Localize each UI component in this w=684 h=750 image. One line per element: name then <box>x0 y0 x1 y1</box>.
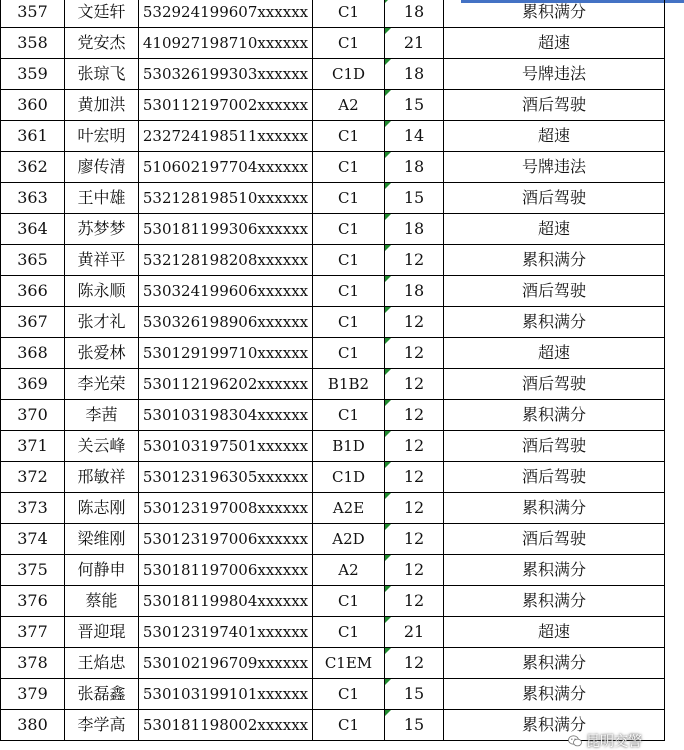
table-row <box>1 276 665 307</box>
table-row <box>1 28 665 59</box>
row-number-cell[interactable]: 375 <box>1 555 65 586</box>
license-class-cell[interactable]: C1 <box>313 121 385 152</box>
row-number-cell[interactable]: 372 <box>1 462 65 493</box>
violation-reason-cell[interactable]: 累积满分 <box>444 0 665 28</box>
license-class-cell[interactable]: C1 <box>313 214 385 245</box>
points-cell[interactable]: 15 <box>385 183 444 214</box>
row-number-cell[interactable]: 371 <box>1 431 65 462</box>
violation-reason-cell[interactable]: 超速 <box>444 121 665 152</box>
table-row <box>1 400 665 431</box>
id-number-cell[interactable]: 532128198208xxxxxx <box>139 245 313 276</box>
points-cell[interactable]: 18 <box>385 276 444 307</box>
id-number-cell[interactable]: 530181197006xxxxxx <box>139 555 313 586</box>
name-cell[interactable]: 王中雄 <box>65 183 139 214</box>
name-cell[interactable]: 张磊鑫 <box>65 679 139 710</box>
name-cell[interactable]: 李光荣 <box>65 369 139 400</box>
table-row <box>1 586 665 617</box>
row-number-cell[interactable]: 368 <box>1 338 65 369</box>
name-cell[interactable]: 蔡能 <box>65 586 139 617</box>
id-number-cell[interactable]: 530123197008xxxxxx <box>139 493 313 524</box>
violation-reason-cell[interactable]: 酒后驾驶 <box>444 524 665 555</box>
table-row <box>1 0 665 28</box>
violation-reason-cell[interactable]: 累积满分 <box>444 245 665 276</box>
name-cell[interactable]: 晋迎琨 <box>65 617 139 648</box>
id-number-cell[interactable]: 530123196305xxxxxx <box>139 462 313 493</box>
watermark-text: 昆明交警 <box>586 734 642 750</box>
name-cell[interactable]: 李茜 <box>65 400 139 431</box>
violation-reason-cell[interactable]: 酒后驾驶 <box>444 183 665 214</box>
table-row <box>1 555 665 586</box>
wechat-icon <box>568 734 582 748</box>
license-class-cell[interactable]: C1 <box>313 586 385 617</box>
id-number-cell[interactable]: 532128198510xxxxxx <box>139 183 313 214</box>
id-number-cell[interactable]: 530326199303xxxxxx <box>139 59 313 90</box>
row-number-cell[interactable]: 359 <box>1 59 65 90</box>
points-cell[interactable]: 12 <box>385 462 444 493</box>
violation-reason-cell[interactable]: 累积满分 <box>444 555 665 586</box>
table-row <box>1 524 665 555</box>
points-cell[interactable]: 12 <box>385 245 444 276</box>
points-cell[interactable]: 15 <box>385 679 444 710</box>
violation-reason-cell[interactable]: 累积满分 <box>444 493 665 524</box>
points-cell[interactable]: 12 <box>385 586 444 617</box>
row-number-cell[interactable]: 373 <box>1 493 65 524</box>
table-row <box>1 214 665 245</box>
table-row <box>1 710 665 741</box>
points-cell[interactable]: 21 <box>385 617 444 648</box>
license-class-cell[interactable]: C1 <box>313 245 385 276</box>
table-body <box>1 0 665 741</box>
points-cell[interactable]: 18 <box>385 59 444 90</box>
row-number-cell[interactable]: 363 <box>1 183 65 214</box>
table-row <box>1 679 665 710</box>
row-number-cell[interactable]: 374 <box>1 524 65 555</box>
violation-reason-cell[interactable]: 号牌违法 <box>444 152 665 183</box>
name-cell[interactable]: 邢敏祥 <box>65 462 139 493</box>
points-cell[interactable]: 21 <box>385 28 444 59</box>
violation-reason-cell[interactable]: 累积满分 <box>444 648 665 679</box>
row-number-cell[interactable]: 358 <box>1 28 65 59</box>
id-number-cell[interactable]: 530112197002xxxxxx <box>139 90 313 121</box>
license-class-cell[interactable]: C1EM <box>313 648 385 679</box>
points-cell[interactable]: 12 <box>385 493 444 524</box>
row-number-cell[interactable]: 377 <box>1 617 65 648</box>
points-cell[interactable]: 18 <box>385 214 444 245</box>
id-number-cell[interactable]: 410927198710xxxxxx <box>139 28 313 59</box>
license-class-cell[interactable]: C1 <box>313 152 385 183</box>
table-row <box>1 369 665 400</box>
license-class-cell[interactable]: C1 <box>313 617 385 648</box>
id-number-cell[interactable]: 530129199710xxxxxx <box>139 338 313 369</box>
violation-reason-cell[interactable]: 累积满分 <box>444 679 665 710</box>
table-row <box>1 59 665 90</box>
license-class-cell[interactable]: B1D <box>313 431 385 462</box>
points-cell[interactable]: 12 <box>385 524 444 555</box>
points-cell[interactable]: 14 <box>385 121 444 152</box>
row-number-cell[interactable]: 362 <box>1 152 65 183</box>
license-class-cell[interactable]: B1B2 <box>313 369 385 400</box>
violation-reason-cell[interactable]: 酒后驾驶 <box>444 369 665 400</box>
row-number-cell[interactable]: 365 <box>1 245 65 276</box>
id-number-cell[interactable]: 530181198002xxxxxx <box>139 710 313 741</box>
id-number-cell[interactable]: 510602197704xxxxxx <box>139 152 313 183</box>
name-cell[interactable]: 张爱林 <box>65 338 139 369</box>
id-number-cell[interactable]: 530103197501xxxxxx <box>139 431 313 462</box>
table-row <box>1 648 665 679</box>
points-cell[interactable]: 12 <box>385 338 444 369</box>
name-cell[interactable]: 王焰忠 <box>65 648 139 679</box>
table-row <box>1 462 665 493</box>
table-row <box>1 245 665 276</box>
points-cell[interactable]: 12 <box>385 555 444 586</box>
row-number-cell[interactable]: 360 <box>1 90 65 121</box>
name-cell[interactable]: 张琼飞 <box>65 59 139 90</box>
row-number-cell[interactable]: 366 <box>1 276 65 307</box>
points-cell[interactable]: 12 <box>385 648 444 679</box>
points-cell[interactable]: 18 <box>385 0 444 28</box>
license-class-cell[interactable]: A2 <box>313 90 385 121</box>
id-number-cell[interactable]: 530103199101xxxxxx <box>139 679 313 710</box>
points-cell[interactable]: 12 <box>385 431 444 462</box>
license-class-cell[interactable]: A2 <box>313 555 385 586</box>
points-cell[interactable]: 18 <box>385 152 444 183</box>
points-cell[interactable]: 12 <box>385 400 444 431</box>
row-number-cell[interactable]: 367 <box>1 307 65 338</box>
table-row <box>1 431 665 462</box>
violation-reason-cell[interactable]: 酒后驾驶 <box>444 431 665 462</box>
table-row <box>1 307 665 338</box>
license-class-cell[interactable]: C1D <box>313 462 385 493</box>
table-row <box>1 90 665 121</box>
points-cell[interactable]: 15 <box>385 90 444 121</box>
table-row <box>1 617 665 648</box>
violation-reason-cell[interactable]: 累积满分 <box>444 307 665 338</box>
row-number-cell[interactable]: 379 <box>1 679 65 710</box>
violation-reason-cell[interactable]: 酒后驾驶 <box>444 276 665 307</box>
name-cell[interactable]: 苏梦梦 <box>65 214 139 245</box>
license-class-cell[interactable]: C1 <box>313 0 385 28</box>
row-number-cell[interactable]: 378 <box>1 648 65 679</box>
table-row <box>1 121 665 152</box>
name-cell[interactable]: 关云峰 <box>65 431 139 462</box>
name-cell[interactable]: 廖传清 <box>65 152 139 183</box>
id-number-cell[interactable]: 532924199607xxxxxx <box>139 0 313 28</box>
id-number-cell[interactable]: 530123197401xxxxxx <box>139 617 313 648</box>
row-number-cell[interactable]: 364 <box>1 214 65 245</box>
table-row <box>1 493 665 524</box>
license-class-cell[interactable]: A2E <box>313 493 385 524</box>
license-class-cell[interactable]: C1D <box>313 59 385 90</box>
violation-reason-cell[interactable]: 累积满分 <box>444 400 665 431</box>
license-class-cell[interactable]: C1 <box>313 276 385 307</box>
row-number-cell[interactable]: 361 <box>1 121 65 152</box>
violation-reason-cell[interactable]: 累积满分 <box>444 710 665 741</box>
row-number-cell[interactable]: 380 <box>1 710 65 741</box>
name-cell[interactable]: 文廷轩 <box>65 0 139 28</box>
row-number-cell[interactable]: 370 <box>1 400 65 431</box>
license-class-cell[interactable]: C1 <box>313 338 385 369</box>
name-cell[interactable]: 陈永顺 <box>65 276 139 307</box>
name-cell[interactable]: 陈志刚 <box>65 493 139 524</box>
violation-reason-cell[interactable]: 酒后驾驶 <box>444 90 665 121</box>
violation-reason-cell[interactable]: 酒后驾驶 <box>444 462 665 493</box>
id-number-cell[interactable]: 530112196202xxxxxx <box>139 369 313 400</box>
table-row <box>1 338 665 369</box>
violation-reason-cell[interactable]: 超速 <box>444 617 665 648</box>
license-class-cell[interactable]: C1 <box>313 679 385 710</box>
id-number-cell[interactable]: 530181199804xxxxxx <box>139 586 313 617</box>
points-cell[interactable]: 15 <box>385 710 444 741</box>
id-number-cell[interactable]: 530326198906xxxxxx <box>139 307 313 338</box>
violation-reason-cell[interactable]: 号牌违法 <box>444 59 665 90</box>
table-row <box>1 152 665 183</box>
license-class-cell[interactable]: C1 <box>313 400 385 431</box>
name-cell[interactable]: 梁维刚 <box>65 524 139 555</box>
name-cell[interactable]: 叶宏明 <box>65 121 139 152</box>
license-class-cell[interactable]: C1 <box>313 307 385 338</box>
license-class-cell[interactable]: A2D <box>313 524 385 555</box>
violation-reason-cell[interactable]: 超速 <box>444 28 665 59</box>
id-number-cell[interactable]: 530324199606xxxxxx <box>139 276 313 307</box>
id-number-cell[interactable]: 530181199306xxxxxx <box>139 214 313 245</box>
row-number-cell[interactable]: 357 <box>1 0 65 28</box>
name-cell[interactable]: 黄祥平 <box>65 245 139 276</box>
points-cell[interactable]: 12 <box>385 307 444 338</box>
violation-reason-cell[interactable]: 累积满分 <box>444 586 665 617</box>
license-class-cell[interactable]: C1 <box>313 710 385 741</box>
violation-reason-cell[interactable]: 超速 <box>444 214 665 245</box>
license-class-cell[interactable]: C1 <box>313 183 385 214</box>
name-cell[interactable]: 何静申 <box>65 555 139 586</box>
row-number-cell[interactable]: 376 <box>1 586 65 617</box>
name-cell[interactable]: 李学高 <box>65 710 139 741</box>
table-row <box>1 183 665 214</box>
points-cell[interactable]: 12 <box>385 369 444 400</box>
name-cell[interactable]: 黄加洪 <box>65 90 139 121</box>
row-number-cell[interactable]: 369 <box>1 369 65 400</box>
id-number-cell[interactable]: 530102196709xxxxxx <box>139 648 313 679</box>
watermark <box>568 732 642 750</box>
id-number-cell[interactable]: 232724198511xxxxxx <box>139 121 313 152</box>
id-number-cell[interactable]: 530103198304xxxxxx <box>139 400 313 431</box>
name-cell[interactable]: 党安杰 <box>65 28 139 59</box>
license-class-cell[interactable]: C1 <box>313 28 385 59</box>
name-cell[interactable]: 张才礼 <box>65 307 139 338</box>
id-number-cell[interactable]: 530123197006xxxxxx <box>139 524 313 555</box>
violation-reason-cell[interactable]: 超速 <box>444 338 665 369</box>
